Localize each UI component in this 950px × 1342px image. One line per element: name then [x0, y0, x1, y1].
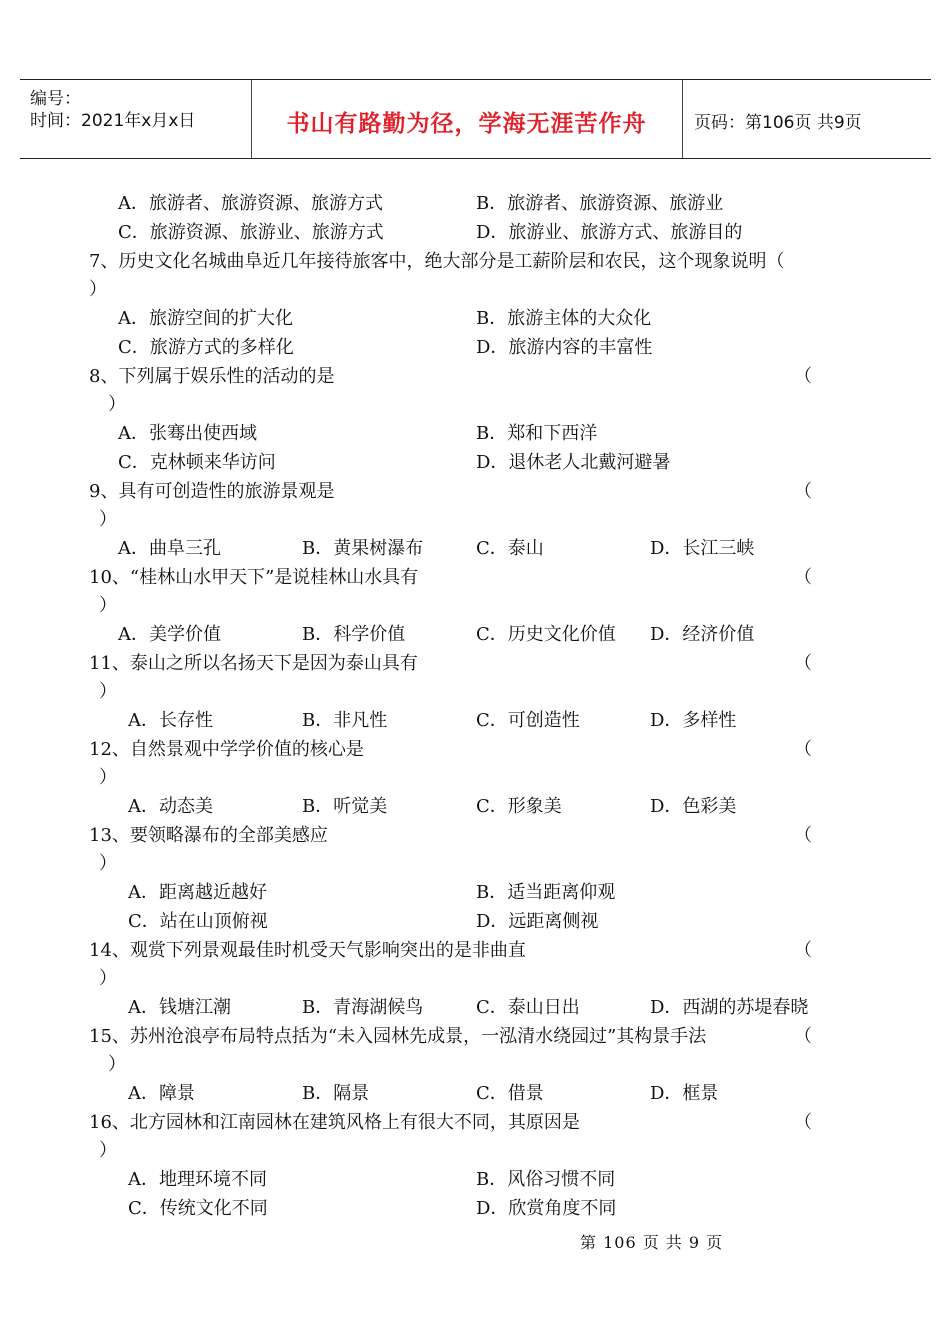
- q10-stem: 10、“桂林山水甲天下”是说桂林山水具有: [89, 567, 419, 588]
- q13-option-d: D．远距离侧视: [476, 911, 599, 932]
- q9-open-paren: （: [794, 481, 812, 502]
- q15-option-b: B．隔景: [302, 1083, 370, 1104]
- q11-option-c: C．可创造性: [476, 710, 580, 731]
- q10-close-paren: ）: [99, 595, 117, 616]
- q9-stem: 9、具有可创造性的旅游景观是: [89, 481, 335, 502]
- q15-open-paren: （: [794, 1026, 812, 1047]
- q6-option-d: D．旅游业、旅游方式、旅游目的: [476, 222, 743, 243]
- q11-close-paren: ）: [99, 681, 117, 702]
- q7-option-d: D．旅游内容的丰富性: [476, 337, 653, 358]
- q6-option-c: C．旅游资源、旅游业、旅游方式: [118, 222, 384, 243]
- q15-option-c: C．借景: [476, 1083, 544, 1104]
- q12-close-paren: ）: [99, 767, 117, 788]
- q16-option-d: D．欣赏角度不同: [476, 1198, 617, 1219]
- q7-close-paren: ）: [89, 279, 107, 300]
- motto: 书山有路勤为径，学海无涯苦作舟: [286, 111, 647, 137]
- q13-option-a: A．距离越近越好: [128, 882, 267, 903]
- page-code: 页码：第106页 共9页: [694, 113, 862, 133]
- q14-stem: 14、观赏下列景观最佳时机受天气影响突出的是非曲直: [89, 940, 526, 961]
- q8-option-b: B．郑和下西洋: [476, 423, 598, 444]
- number-label: 编号：: [30, 89, 81, 109]
- q14-open-paren: （: [794, 940, 812, 961]
- q11-option-b: B．非凡性: [302, 710, 388, 731]
- q12-open-paren: （: [794, 739, 812, 760]
- q10-open-paren: （: [794, 567, 812, 588]
- q13-option-b: B．适当距离仰观: [476, 882, 616, 903]
- q15-stem: 15、苏州沧浪亭布局特点括为“未入园林先成景，一泓清水绕园过”其构景手法: [89, 1026, 707, 1047]
- q16-option-a: A．地理环境不同: [128, 1169, 267, 1190]
- q8-option-d: D．退休老人北戴河避暑: [476, 452, 671, 473]
- q13-stem: 13、要领略瀑布的全部美感应: [89, 825, 328, 846]
- q12-stem: 12、自然景观中学学价值的核心是: [89, 739, 364, 760]
- q16-stem: 16、北方园林和江南园林在建筑风格上有很大不同，其原因是: [89, 1112, 580, 1133]
- q12-option-a: A．动态美: [128, 796, 213, 817]
- q9-close-paren: ）: [99, 509, 117, 530]
- q15-option-d: D．框景: [650, 1083, 719, 1104]
- q13-close-paren: ）: [99, 853, 117, 874]
- q16-option-b: B．风俗习惯不同: [476, 1169, 616, 1190]
- header-right-cell: [682, 80, 931, 158]
- q10-option-d: D．经济价值: [650, 624, 755, 645]
- q16-option-c: C．传统文化不同: [128, 1198, 268, 1219]
- q15-option-a: A．障景: [128, 1083, 195, 1104]
- q12-option-b: B．听觉美: [302, 796, 388, 817]
- q10-option-c: C．历史文化价值: [476, 624, 616, 645]
- q15-close-paren: ）: [108, 1054, 126, 1075]
- q7-option-c: C．旅游方式的多样化: [118, 337, 294, 358]
- q11-option-d: D．多样性: [650, 710, 737, 731]
- q6-option-b: B．旅游者、旅游资源、旅游业: [476, 193, 724, 214]
- q14-option-b: B．青海湖候鸟: [302, 997, 424, 1018]
- header-middle-cell: [251, 80, 683, 158]
- q7-option-a: A．旅游空间的扩大化: [118, 308, 293, 329]
- q12-option-d: D．色彩美: [650, 796, 737, 817]
- q8-option-c: C．克林顿来华访问: [118, 452, 276, 473]
- q9-option-c: C．泰山: [476, 538, 544, 559]
- q14-option-d: D．西湖的苏堤春晓: [650, 997, 809, 1018]
- q12-option-c: C．形象美: [476, 796, 562, 817]
- q8-stem: 8、下列属于娱乐性的活动的是: [89, 366, 335, 387]
- q9-option-d: D．长江三峡: [650, 538, 755, 559]
- q8-option-a: A．张骞出使西域: [118, 423, 257, 444]
- q14-close-paren: ）: [99, 968, 117, 989]
- q16-close-paren: ）: [99, 1140, 117, 1161]
- q8-close-paren: ）: [108, 394, 126, 415]
- q7-option-b: B．旅游主体的大众化: [476, 308, 652, 329]
- q13-open-paren: （: [794, 825, 812, 846]
- q13-option-c: C．站在山顶俯视: [128, 911, 268, 932]
- page-footer: 第 106 页 共 9 页: [580, 1233, 724, 1252]
- document-header: [20, 79, 931, 159]
- q16-open-paren: （: [794, 1112, 812, 1133]
- q8-open-paren: （: [794, 366, 812, 387]
- q11-stem: 11、泰山之所以名扬天下是因为泰山具有: [89, 653, 418, 674]
- q14-option-a: A．钱塘江潮: [128, 997, 231, 1018]
- q14-option-c: C．泰山日出: [476, 997, 580, 1018]
- header-left-cell: [20, 80, 252, 158]
- q7-stem: 7、历史文化名城曲阜近几年接待旅客中，绝大部分是工薪阶层和农民，这个现象说明（: [89, 251, 785, 272]
- time-label: 时间：2021年x月x日: [30, 111, 196, 131]
- q10-option-b: B．科学价值: [302, 624, 406, 645]
- q6-option-a: A．旅游者、旅游资源、旅游方式: [118, 193, 383, 214]
- q9-option-b: B．黄果树瀑布: [302, 538, 424, 559]
- q9-option-a: A．曲阜三孔: [118, 538, 221, 559]
- q10-option-a: A．美学价值: [118, 624, 221, 645]
- q11-option-a: A．长存性: [128, 710, 213, 731]
- q11-open-paren: （: [794, 653, 812, 674]
